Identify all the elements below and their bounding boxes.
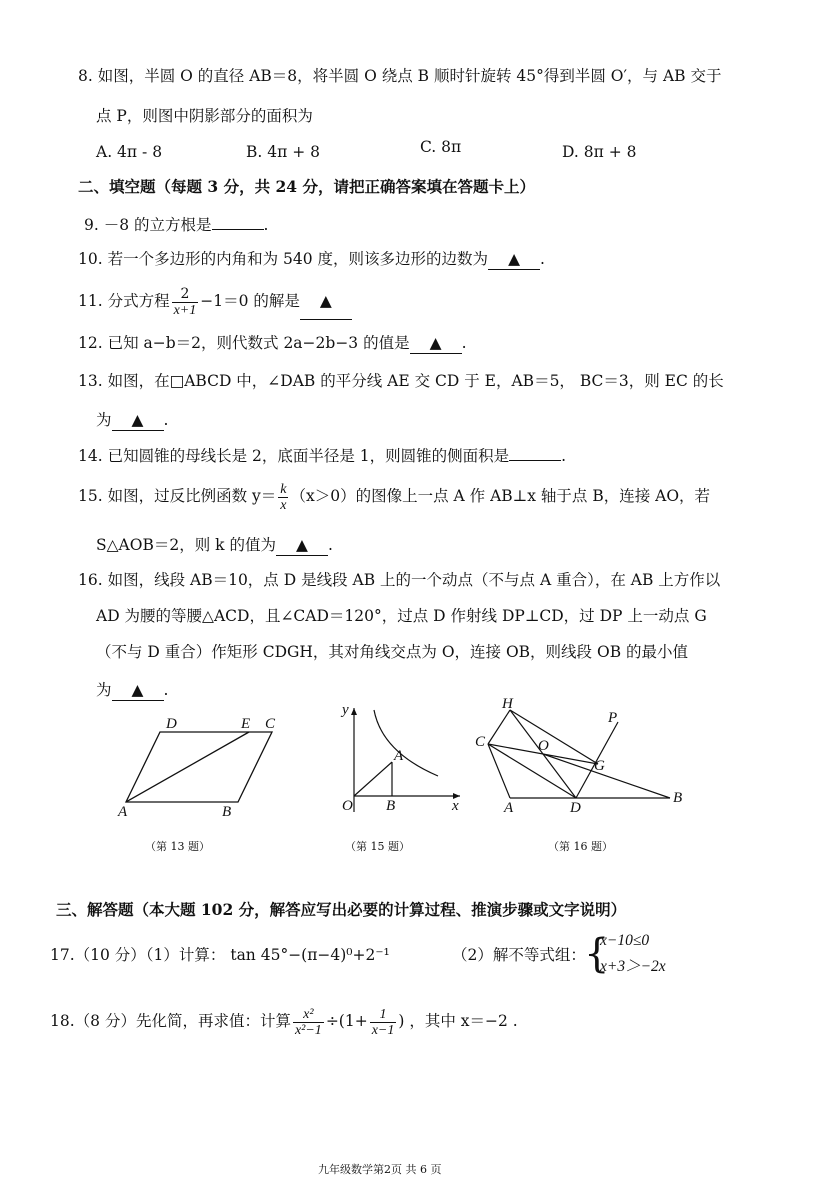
q15-fraction [278, 482, 288, 513]
q13-line2 [96, 410, 168, 431]
q11-pre: 11. 分式方程 [78, 292, 170, 310]
q15-end: . [327, 536, 333, 554]
q18 [50, 1002, 518, 1040]
q17-ineq2: x+3＞−2x [600, 958, 666, 975]
q16-line3: （不与 D 重合）作矩形 CDGH，其对角线交点为 O，连接 OB，则线段 OB 的最小值 [96, 643, 689, 661]
q12-end: . [461, 334, 467, 352]
q12-blank: ▲ [410, 333, 462, 354]
q18-fraction1 [293, 1007, 324, 1038]
fig15-label-b: B [386, 798, 396, 814]
q14-end: . [561, 447, 567, 465]
segment-ao [354, 762, 392, 796]
q11-blank: ▲ [300, 283, 352, 320]
page-footer: 九年级数学第2页 共 6 页 [318, 1163, 442, 1176]
q13-line1: 13. 如图，在□ABCD 中，∠DAB 的平分线 AE 交 CD 于 E，AB＝5， BC＝3，则 EC 的长 [78, 372, 724, 390]
q14-text: 14. 已知圆锥的母线长是 2，底面半径是 1，则圆锥的侧面积是 [78, 447, 510, 465]
q8-option-d: D. 8π + 8 [562, 143, 637, 161]
q8-option-b: B. 4π + 8 [246, 143, 320, 161]
fig13-label-a: A [118, 804, 128, 820]
q10 [78, 249, 545, 270]
q12 [78, 333, 467, 354]
segment-ch [488, 710, 510, 744]
fig16-label-c: C [475, 734, 486, 750]
q11-frac-den: x+1 [173, 302, 197, 318]
fig16-label-p: P [608, 710, 618, 726]
fig13-label-c: C [265, 716, 276, 732]
q11-post: −1＝0 的解是 [200, 292, 300, 310]
segment-ae [126, 732, 249, 802]
q17-ineq1: x−10≤0 [600, 932, 650, 949]
q15-frac-num: k [280, 481, 287, 497]
section2-title: 二、填空题（每题 3 分，共 24 分，请把正确答案填在答题卡上） [78, 177, 535, 196]
q13-pre2: 为 [96, 411, 112, 429]
fig13-label-d: D [166, 716, 177, 732]
q13-end: . [163, 411, 169, 429]
q18-mid: ÷(1+ [325, 1012, 368, 1030]
y-axis-arrow [351, 708, 357, 715]
q18-f2-num: 1 [370, 1007, 397, 1023]
q9 [84, 215, 268, 235]
q11 [78, 283, 352, 320]
section3-title: 三、解答题（本大题 102 分，解答应写出必要的计算过程、推演步骤或文字说明） [56, 900, 627, 919]
fig15-label-a: A [394, 748, 404, 764]
segment-ob [543, 754, 670, 798]
fig16-label-h: H [502, 696, 513, 712]
figure-16 [470, 692, 695, 814]
q16-line4 [96, 680, 168, 701]
q9-text: 9. －8 的立方根是 [84, 216, 212, 234]
fig13-caption: （第 13 题） [145, 840, 210, 853]
q17-part2: （2）解不等式组： [452, 946, 586, 964]
q8-line1: 8. 如图，半圆 O 的直径 AB＝8，将半圆 O 绕点 B 顺时针旋转 45°得到半圆 O′，与 AB 交于 [78, 67, 722, 85]
q8-option-a: A. 4π - 8 [96, 143, 163, 161]
q15-post: （x＞0）的图像上一点 A 作 AB⊥x 轴于点 B，连接 AO，若 [290, 487, 711, 505]
fig16-label-a: A [504, 800, 514, 814]
q18-post: ) ，其中 x＝−2 . [398, 1012, 518, 1030]
fig16-caption: （第 16 题） [548, 840, 613, 853]
fig13-label-b: B [222, 804, 232, 820]
parallelogram-abcd [126, 732, 272, 802]
q15-frac-den: x [280, 497, 287, 513]
q16-pre4: 为 [96, 681, 112, 699]
fig15-label-x: x [452, 798, 459, 814]
q16-blank: ▲ [112, 680, 164, 701]
q15-line2 [96, 535, 333, 556]
q18-f1-num: x² [293, 1007, 324, 1023]
q17-part1: 17.（10 分）（1）计算： tan 45°−(π−4)⁰+2⁻¹ [50, 946, 390, 964]
fig15-label-y: y [342, 702, 349, 718]
q10-blank: ▲ [488, 249, 540, 270]
q18-fraction2 [370, 1007, 397, 1038]
q15-line2-text: S△AOB＝2，则 k 的值为 [96, 536, 276, 554]
q16-line2: AD 为腰的等腰△ACD，且∠CAD＝120°，过点 D 作射线 DP⊥CD，过 DP 上一动点 G [96, 607, 707, 625]
q14-blank [509, 460, 561, 461]
fig15-label-o: O [342, 798, 353, 814]
segment-ac [488, 744, 510, 798]
fig16-label-o: O [538, 738, 549, 754]
q17-brace: { [584, 931, 610, 977]
q15-line1 [78, 478, 710, 514]
q18-f2-den: x−1 [371, 1022, 395, 1038]
q16-end: . [163, 681, 169, 699]
fig16-label-g: G [594, 758, 605, 774]
q18-f1-den: x²−1 [294, 1022, 322, 1038]
q15-blank: ▲ [276, 535, 328, 556]
q12-text: 12. 已知 a−b＝2，则代数式 2a−2b−3 的值是 [78, 334, 410, 352]
fig13-label-e: E [241, 716, 251, 732]
q10-text: 10. 若一个多边形的内角和为 540 度，则该多边形的边数为 [78, 250, 489, 268]
figure-15 [330, 700, 470, 818]
fig16-label-b: B [673, 790, 683, 806]
q11-frac-num: 2 [172, 287, 199, 303]
q16-line1: 16. 如图，线段 AB＝10，点 D 是线段 AB 上的一个动点（不与点 A 重合），在 AB 上方作以 [78, 571, 721, 589]
q11-fraction [172, 287, 199, 318]
hyperbola-curve [374, 710, 438, 776]
q14 [78, 446, 566, 466]
q13-blank: ▲ [112, 410, 164, 431]
q8-line2: 点 P，则图中阴影部分的面积为 [96, 107, 313, 125]
fig16-label-d: D [570, 800, 581, 814]
q9-blank [212, 229, 264, 230]
figure-13 [110, 712, 310, 822]
q8-option-c: C. 8π [420, 138, 462, 156]
q10-end: . [540, 250, 545, 268]
q9-end: . [263, 216, 269, 234]
q18-pre: 18.（8 分）先化简，再求值：计算 [50, 1012, 291, 1030]
q15-pre: 15. 如图，过反比例函数 y＝ [78, 487, 277, 505]
fig15-caption: （第 15 题） [345, 840, 410, 853]
